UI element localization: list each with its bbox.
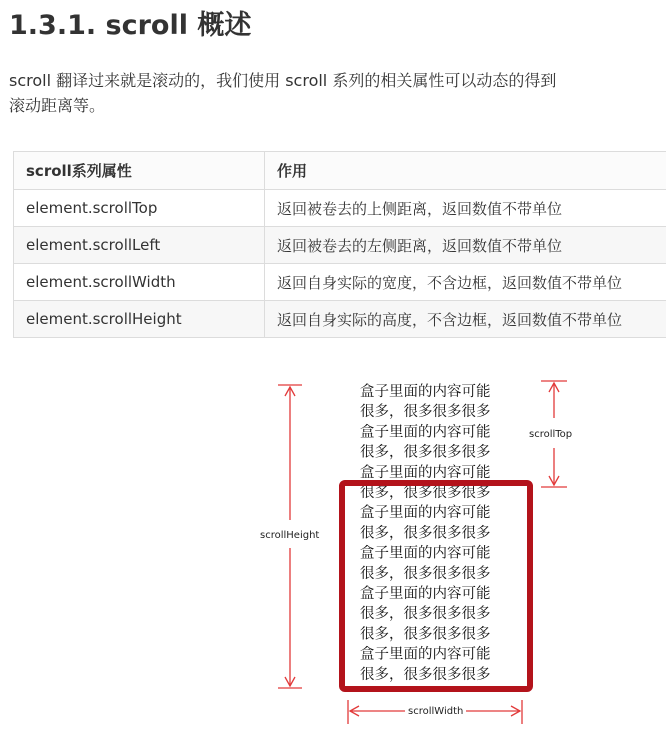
- description-cell: 返回自身实际的宽度，不含边框，返回数值不带单位: [265, 264, 666, 301]
- description-cell: 返回被卷去的左侧距离，返回数值不带单位: [265, 227, 666, 264]
- scroll-width-dimension: [348, 700, 522, 724]
- column-header: 作用: [265, 152, 666, 190]
- table-row: [14, 227, 666, 264]
- description-cell: 返回被卷去的上侧距离，返回数值不带单位: [265, 190, 666, 227]
- content-line: 很多，很多很多很多: [360, 485, 491, 501]
- content-line: 很多，很多很多很多: [360, 525, 491, 542]
- content-line: 盒子里面的内容可能: [360, 646, 491, 663]
- table-row: [14, 301, 666, 338]
- content-line: 很多，很多很多很多: [360, 626, 491, 643]
- content-line: 很多，很多很多很多: [360, 404, 491, 421]
- content-line: 很多，很多很多很多: [360, 565, 491, 582]
- box-content-text: [360, 383, 491, 683]
- content-line: 盒子里面的内容可能: [360, 586, 491, 602]
- content-line: 盒子里面的内容可能: [360, 384, 491, 400]
- intro-line: scroll 翻译过来就是滚动的，我们使用 scroll 系列的相关属性可以动态的得到: [9, 71, 557, 90]
- scroll-height-label: scrollHeight: [260, 530, 320, 541]
- scroll-top-label: scrollTop: [529, 429, 573, 440]
- property-cell: element.scrollLeft: [14, 227, 265, 264]
- intro-paragraph: [9, 68, 666, 118]
- content-line: 盒子里面的内容可能: [360, 424, 491, 441]
- content-line: 盒子里面的内容可能: [360, 545, 491, 562]
- table-row: [14, 190, 666, 227]
- scroll-properties-table: [13, 151, 666, 338]
- intro-line: 滚动距离等。: [9, 96, 106, 115]
- column-header: scroll系列属性: [14, 152, 265, 190]
- table-header-row: [14, 152, 666, 190]
- content-line: 盒子里面的内容可能: [360, 505, 491, 522]
- description-cell: 返回自身实际的高度，不含边框，返回数值不带单位: [265, 301, 666, 338]
- scroll-width-label: scrollWidth: [408, 706, 464, 717]
- content-line: 盒子里面的内容可能: [360, 464, 491, 481]
- property-cell: element.scrollHeight: [14, 301, 265, 338]
- scroll-height-dimension: [278, 385, 302, 688]
- scroll-top-dimension: [541, 381, 567, 487]
- content-line: 很多，很多很多很多: [360, 666, 491, 683]
- visible-box: [342, 483, 530, 689]
- table-row: [14, 264, 666, 301]
- content-line: 很多，很多很多很多: [360, 444, 491, 461]
- property-cell: element.scrollTop: [14, 190, 265, 227]
- content-line: 很多，很多很多很多: [360, 606, 491, 623]
- page-title: 1.3.1. scroll 概述: [9, 10, 252, 41]
- property-cell: element.scrollWidth: [14, 264, 265, 301]
